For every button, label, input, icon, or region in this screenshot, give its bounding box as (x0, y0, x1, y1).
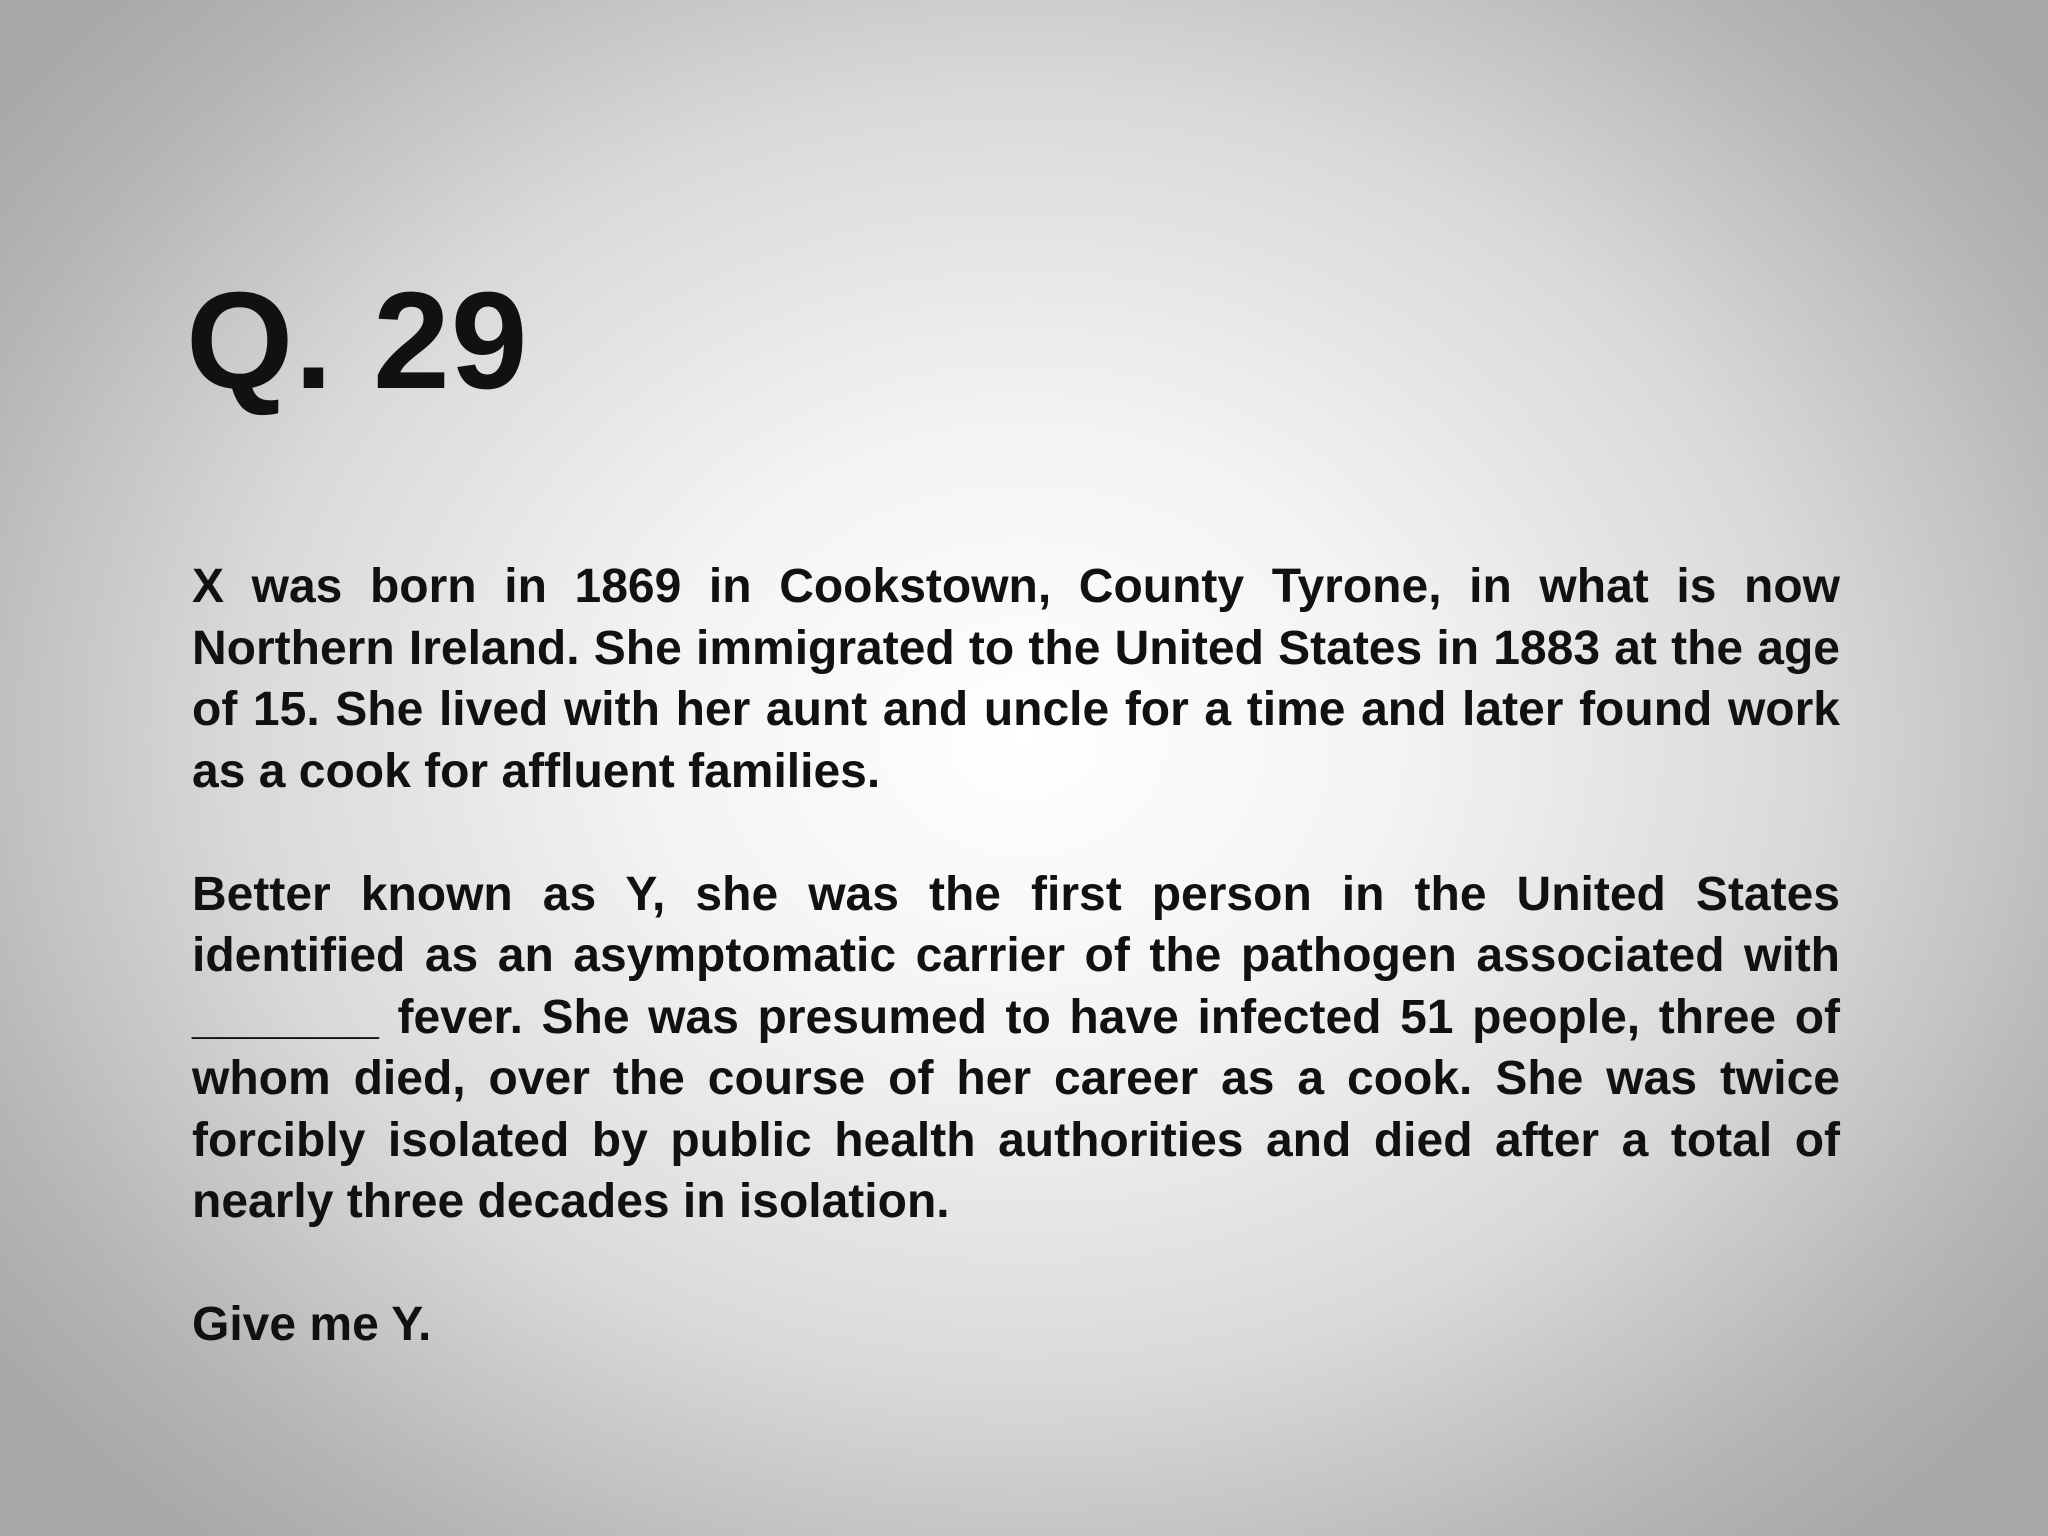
paragraph-biography: X was born in 1869 in Cookstown, County Tyrone, in what is now Northern Ireland. She immigrated to the United States in 1883 at the age of 15. She lived with her aunt and uncle for a time and later found work as a cook for affluent families. (192, 560, 1840, 798)
question-number-title: Q. 29 (186, 264, 529, 418)
question-body (192, 556, 1840, 1356)
paragraph-prompt: Give me Y. (192, 1298, 432, 1351)
paragraph-clue: Better known as Y, she was the first person in the United States identified as an asymptomatic carrier of the pathogen associated with _______ fever. She was presumed to have infected 51 people, three of whom died, over the course of her career as a cook. She was twice forcibly isolated by public health authorities and died after a total of nearly three decades in isolation. (192, 867, 1840, 1228)
